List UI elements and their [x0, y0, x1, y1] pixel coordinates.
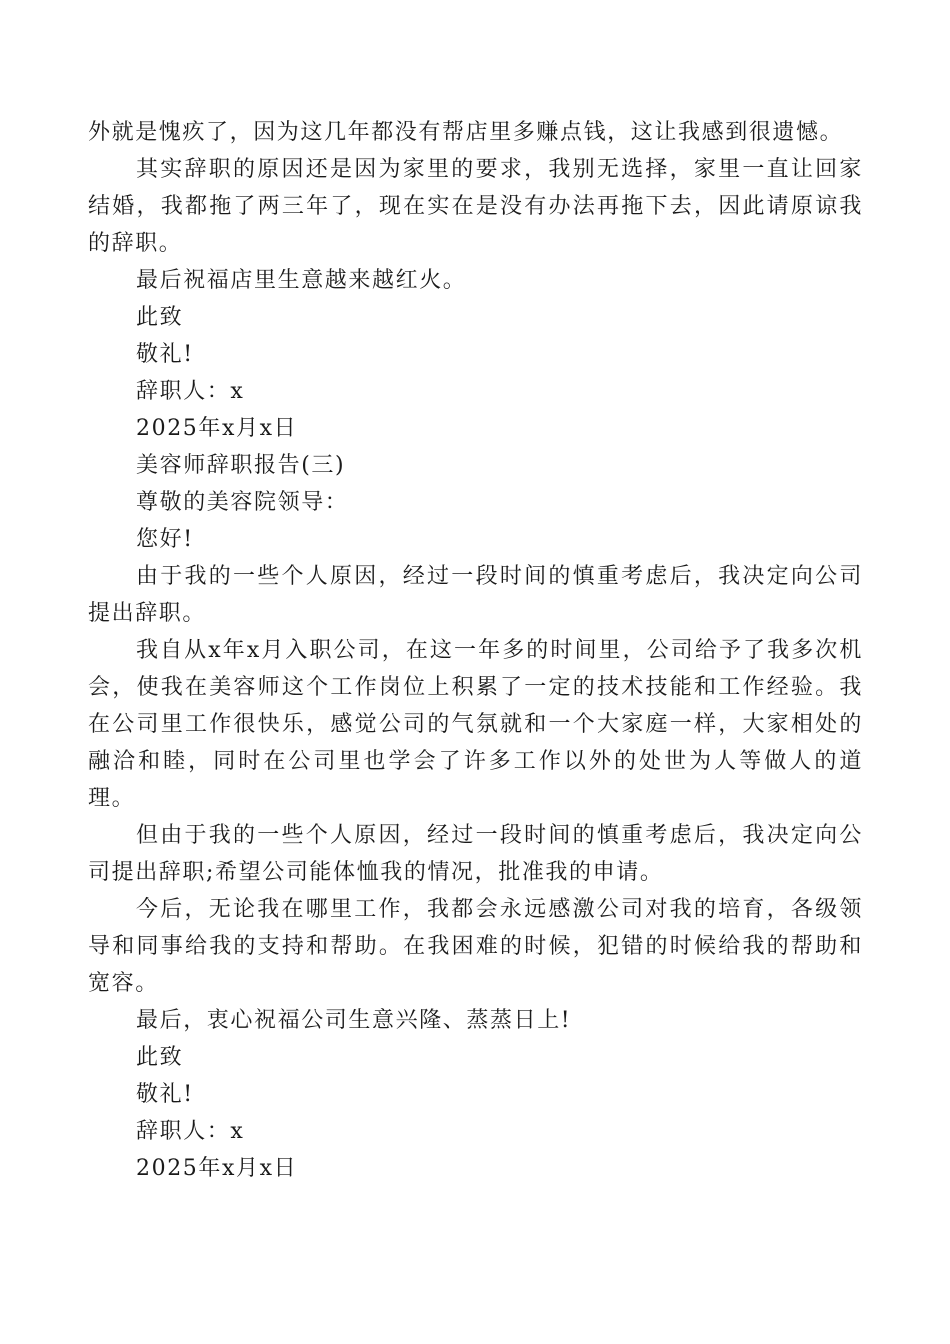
paragraph-gratitude: 今后，无论我在哪里工作，我都会永远感激公司对我的培育，各级领导和同事给我的支持和帮助。在我困难的时候，犯错的时候给我的帮助和宽容。	[88, 897, 863, 996]
signature-date-2: 2025年x月x日	[136, 1156, 298, 1181]
signature-name-2: 辞职人：x	[136, 1119, 245, 1144]
paragraph-wish: 最后祝福店里生意越来越红火。	[136, 268, 467, 293]
signature-name: 辞职人：x	[136, 379, 245, 404]
paragraph-request: 但由于我的一些个人原因，经过一段时间的慎重考虑后，我决定向公司提出辞职;希望公司能体恤我的情况，批准我的申请。	[88, 823, 863, 885]
paragraph-intent: 由于我的一些个人原因，经过一段时间的慎重考虑后，我决定向公司提出辞职。	[88, 564, 863, 626]
section-title: 美容师辞职报告(三)	[136, 453, 346, 478]
paragraph-reason: 其实辞职的原因还是因为家里的要求，我别无选择，家里一直让回家结婚，我都拖了两三年了，现在实在是没有办法再拖下去，因此请原谅我的辞职。	[88, 157, 863, 256]
closing-cizhi: 此致	[136, 305, 184, 330]
closing-jingli: 敬礼!	[136, 342, 194, 367]
closing-jingli-2: 敬礼!	[136, 1082, 194, 1107]
closing-cizhi-2: 此致	[136, 1045, 184, 1070]
paragraph-final-wish: 最后，衷心祝福公司生意兴隆、蒸蒸日上!	[136, 1008, 572, 1033]
document-body	[88, 114, 863, 1187]
salutation: 尊敬的美容院领导：	[136, 490, 349, 515]
greeting: 您好!	[136, 527, 194, 552]
signature-date: 2025年x月x日	[136, 416, 298, 441]
paragraph-experience: 我自从x年x月入职公司，在这一年多的时间里，公司给予了我多次机会，使我在美容师这个工作岗位上积累了一定的技术技能和工作经验。我在公司里工作很快乐，感觉公司的气氛就和一个大家庭一样，大家相处的融洽和睦，同时在公司里也学会了许多工作以外的处世为人等做人的道理。	[88, 638, 863, 811]
paragraph-continuation: 外就是愧疚了，因为这几年都没有帮店里多赚点钱，这让我感到很遗憾。	[88, 120, 844, 145]
